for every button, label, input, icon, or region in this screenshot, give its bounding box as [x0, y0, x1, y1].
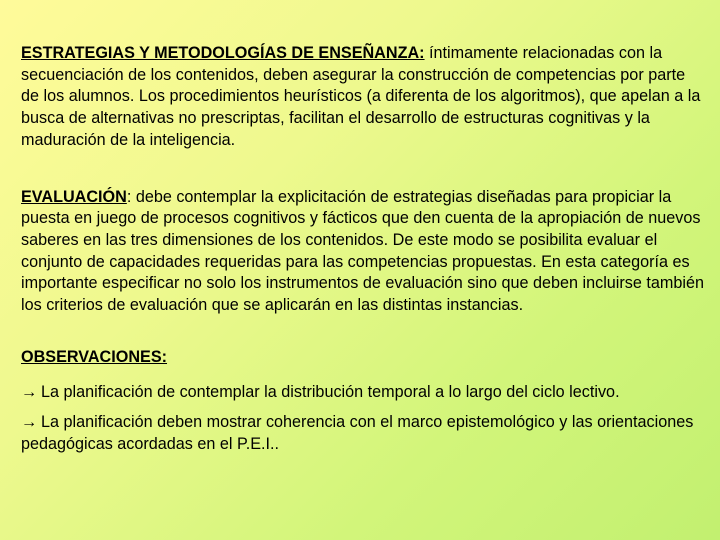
evaluation-text: : debe contemplar la explicitación de estrategias diseñadas para propiciar la puesta en juego de procesos cognitivos y fácticos que den cuenta de la apropiación de nuevos saberes en las tres dimensiones de los contenidos. De este modo se posibilita evaluar el conjunto de capacidades requeridas para las competencias propuestas. En esta categoría es importante especificar no solo los instrumentos de evaluación sino que deben incluirse también los criterios de evaluación que se aplicarán en las distintas instancias. — [21, 187, 704, 315]
arrow-right-icon: → — [21, 413, 38, 432]
observations-heading: OBSERVACIONES: — [21, 347, 168, 366]
spacer — [21, 404, 705, 412]
spacer — [21, 152, 705, 187]
arrow-right-icon: → — [21, 383, 38, 402]
observation-item-text: La planificación deben mostrar coherencia con el marco epistemológico y las orientaciones pedagógicas acordadas en el P.E.I.. — [21, 413, 694, 453]
spacer — [21, 368, 705, 382]
strategies-paragraph — [21, 43, 705, 152]
strategies-text: íntimamente relacionadas con la secuenciación de los contenidos, deben asegurar la construcción de competencias por parte de los alumnos. Los procedimientos heurísticos (a diferenta de los algoritmos), que apelan a la busca de alternativas no prescriptas, facilitan el desarrollo de estructuras cognitivas y la maduración de la inteligencia. — [21, 44, 701, 149]
evaluation-paragraph — [21, 187, 705, 317]
evaluation-heading: EVALUACIÓN — [21, 187, 127, 206]
observation-item — [21, 382, 705, 404]
strategies-heading: ESTRATEGIAS Y METODOLOGÍAS DE ENSEÑANZA: — [21, 44, 425, 62]
observation-item — [21, 412, 705, 455]
observation-item-text: La planificación de contemplar la distribución temporal a lo largo del ciclo lectivo. — [41, 383, 620, 402]
spacer — [21, 317, 705, 347]
slide-content — [21, 43, 705, 456]
